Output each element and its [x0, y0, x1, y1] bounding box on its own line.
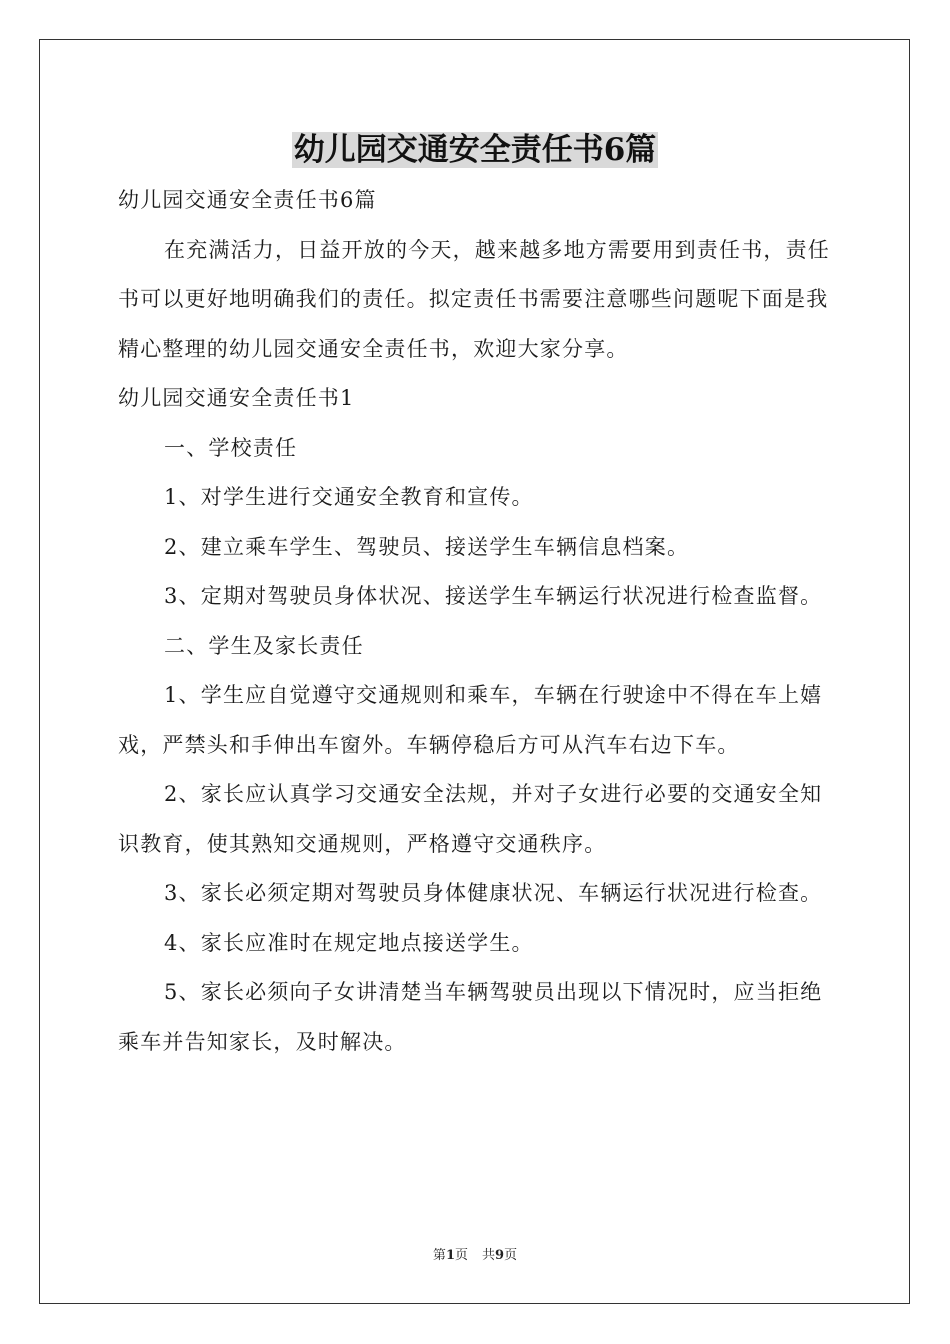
paragraph: 幼儿园交通安全责任书6篇 — [118, 188, 377, 212]
page-number: 1 — [445, 1248, 455, 1263]
paragraph: 1、学生应自觉遵守交通规则和乘车，车辆在行驶途中不得在车上嬉戏，严禁头和手伸出车窗外。车辆停稳后方可从汽车右边下车。 — [118, 683, 823, 757]
paragraph: 5、家长必须向子女讲清楚当车辆驾驶员出现以下情况时，应当拒绝乘车并告知家长，及时解决。 — [118, 980, 823, 1054]
section-heading: 一、学校责任 — [164, 435, 298, 460]
page-prefix: 第 — [432, 1248, 446, 1263]
total-suffix: 页 — [504, 1248, 518, 1263]
document-title — [0, 127, 950, 173]
paragraph: 2、家长应认真学习交通安全法规，并对子女进行必要的交通安全知识教育，使其熟知交通规则，严格遵守交通秩序。 — [118, 782, 823, 856]
paragraph: 3、家长必须定期对驾驶员身体健康状况、车辆运行状况进行检查。 — [164, 881, 823, 905]
page-footer — [0, 1244, 950, 1263]
paragraph: 在充满活力，日益开放的今天，越来越多地方需要用到责任书，责任书可以更好地明确我们的责任。拟定责任书需要注意哪些问题呢下面是我精心整理的幼儿园交通安全责任书，欢迎大家分享。 — [118, 237, 830, 361]
paragraph: 1、对学生进行交通安全教育和宣传。 — [164, 485, 534, 509]
paragraph: 3、定期对驾驶员身体状况、接送学生车辆运行状况进行检查监督。 — [164, 584, 823, 608]
total-pages: 9 — [495, 1248, 505, 1263]
section-heading: 二、学生及家长责任 — [164, 633, 364, 658]
document-body — [118, 176, 836, 1067]
paragraph: 幼儿园交通安全责任书1 — [118, 386, 355, 410]
paragraph: 2、建立乘车学生、驾驶员、接送学生车辆信息档案。 — [164, 534, 690, 559]
total-prefix: 共 — [482, 1248, 496, 1263]
page-suffix: 页 — [454, 1248, 468, 1263]
document-title-text: 幼儿园交通安全责任书6篇 — [293, 132, 657, 168]
paragraph: 4、家长应准时在规定地点接送学生。 — [164, 930, 534, 955]
